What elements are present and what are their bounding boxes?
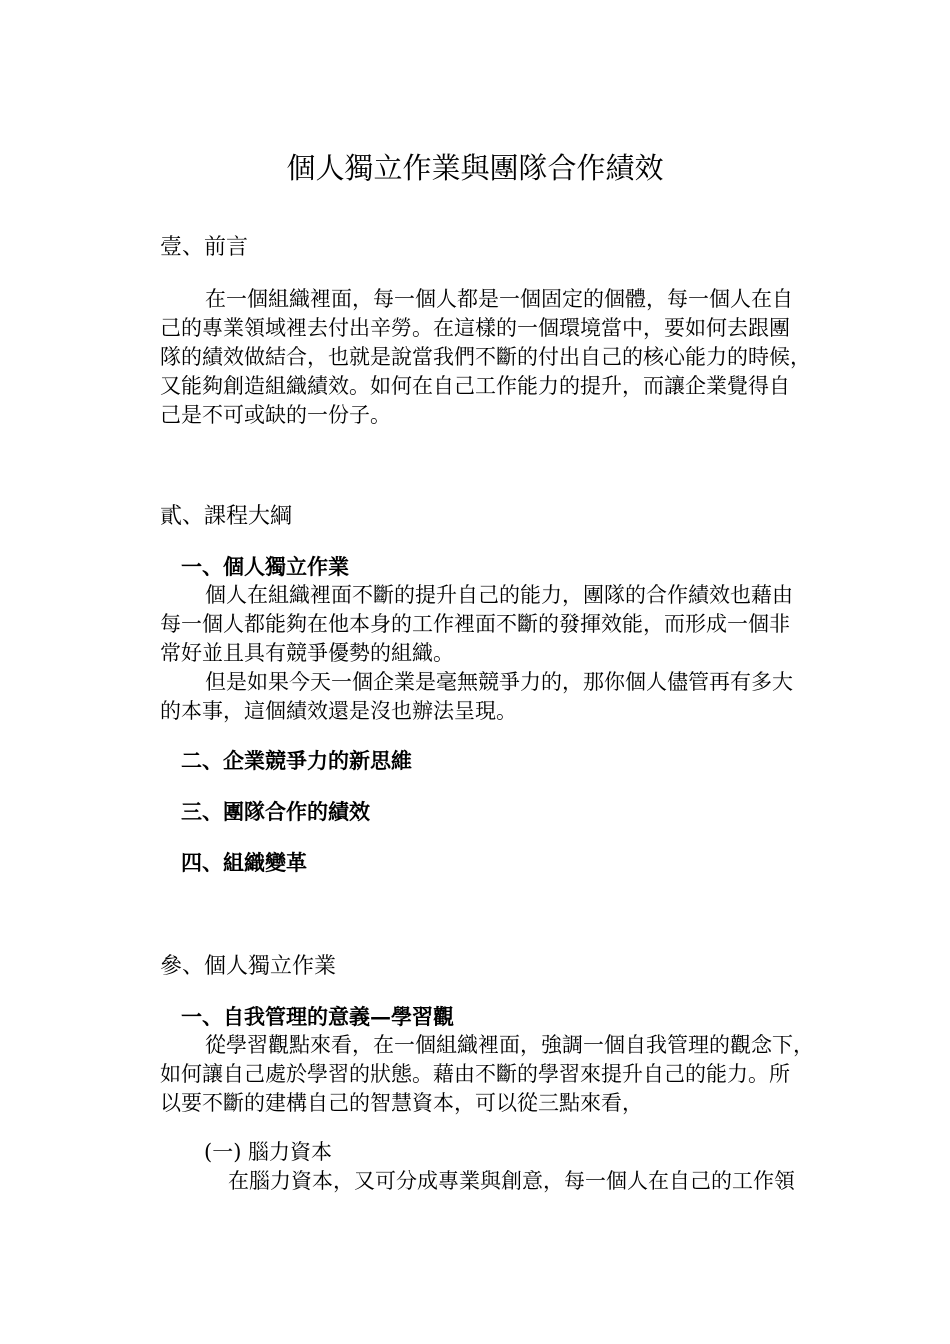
paragraph-line: 己的專業領域裡去付出辛勞。在這樣的一個環境當中，要如何去跟團	[160, 316, 790, 340]
list-item-brain-capital: (一) 腦力資本	[204, 1140, 333, 1164]
paragraph-line: 己是不可或缺的一份子。	[160, 403, 391, 427]
paragraph-line: 從學習觀點來看，在一個組織裡面，強調一個自我管理的觀念下，	[205, 1033, 814, 1057]
section-heading-individual-work: 參、個人獨立作業	[160, 954, 337, 979]
brain-capital-paragraph	[204, 1167, 854, 1196]
document-title: 個人獨立作業與團隊合作績效	[286, 151, 664, 185]
subheading-individual-work: 一、個人獨立作業	[181, 554, 349, 579]
paragraph-line: 在腦力資本，又可分成專業與創意，每一個人在自己的工作領	[228, 1169, 795, 1193]
paragraph-line: 個人在組織裡面不斷的提升自己的能力，團隊的合作績效也藉由	[205, 583, 793, 607]
section-heading-preface: 壹、前言	[160, 235, 249, 260]
paragraph-line: 以要不斷的建構自己的智慧資本，可以從三點來看，	[160, 1091, 643, 1115]
paragraph-line: 的本事，這個績效還是沒也辦法呈現。	[160, 699, 517, 723]
paragraph-line: 但是如果今天一個企業是毫無競爭力的，那你個人儘管再有多大	[205, 670, 793, 694]
self-management-paragraph	[160, 1031, 850, 1118]
paragraph-line: 又能夠創造組織績效。如何在自己工作能力的提升，而讓企業覺得自	[160, 374, 790, 398]
subheading-org-change: 四、組織變革	[181, 850, 307, 875]
paragraph-line: 常好並且具有競爭優勢的組織。	[160, 641, 454, 665]
preface-paragraph	[160, 285, 850, 430]
subheading-self-management: 一、自我管理的意義—學習觀	[181, 1004, 454, 1029]
outline-paragraph-2	[160, 668, 850, 726]
paragraph-line: 每一個人都能夠在他本身的工作裡面不斷的發揮效能，而形成一個非	[160, 612, 790, 636]
subheading-team-performance: 三、團隊合作的績效	[181, 799, 370, 824]
outline-paragraph-1	[160, 581, 850, 668]
subheading-competitiveness: 二、企業競爭力的新思維	[181, 748, 412, 773]
paragraph-line: 隊的績效做結合，也就是說當我們不斷的付出自己的核心能力的時候，	[160, 345, 811, 369]
section-heading-outline: 貳、課程大綱	[160, 504, 293, 529]
paragraph-line: 在一個組織裡面，每一個人都是一個固定的個體，每一個人在自	[205, 287, 793, 311]
paragraph-line: 如何讓自己處於學習的狀態。藉由不斷的學習來提升自己的能力。所	[160, 1062, 790, 1086]
